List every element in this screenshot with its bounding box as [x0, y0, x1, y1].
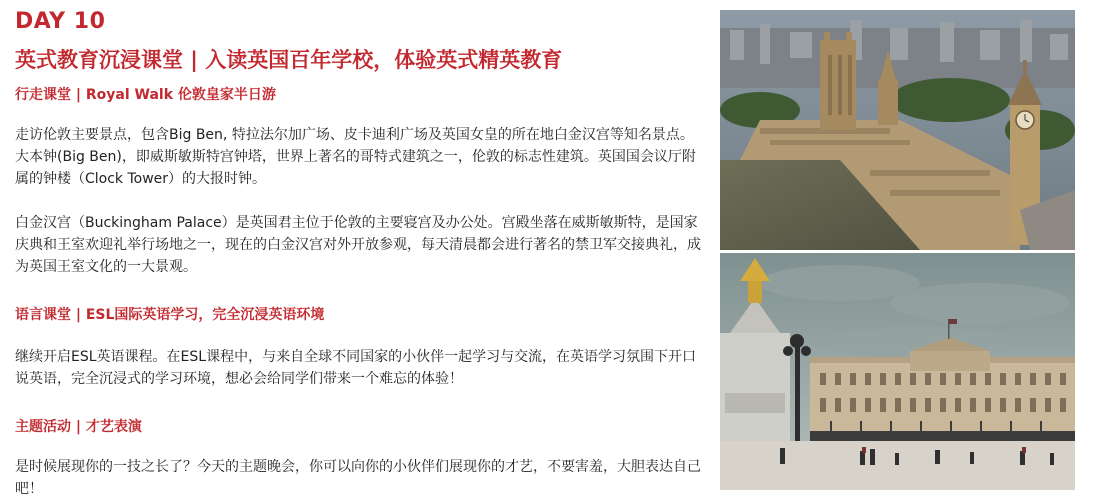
page-title: 英式教育沉浸课堂 | 入读英国百年学校，体验英式精英教育	[15, 48, 563, 72]
day-label: DAY 10	[15, 9, 106, 34]
paragraph-esl: 继续开启ESL英语课程。在ESL课程中，与来自全球不同国家的小伙伴一起学习与交流，在英语学习氛围下开口说英语，完全沉浸式的学习环境，想必会给同学们带来一个难忘的体验！	[15, 349, 697, 387]
section-heading-esl: 语言课堂 | ESL国际英语学习，完全沉浸英语环境	[15, 307, 325, 323]
section-heading-talent-show: 主题活动 | 才艺表演	[15, 419, 142, 435]
paragraph-buckingham-palace: 白金汉宫（Buckingham Palace）是英国君主位于伦敦的主要寝宫及办公处。宫殿坐落在威斯敏斯特，是国家庆典和王室欢迎礼举行场地之一，现在的白金汉宫对外开放参观，每天清晨都会进行著名的禁卫军交接典礼，成为英国王室文化的一大景观。	[15, 215, 701, 275]
westminster-photo	[720, 10, 1075, 250]
buckingham-palace-photo	[720, 253, 1075, 490]
paragraph-talent-show: 是时候展现你的一技之长了？今天的主题晚会，你可以向你的小伙伴们展现你的才艺，不要害羞，大胆表达自己吧！	[15, 459, 701, 497]
section-heading-royal-walk: 行走课堂 | Royal Walk 伦敦皇家半日游	[15, 87, 276, 103]
paragraph-big-ben: 走访伦敦主要景点，包含Big Ben, 特拉法尔加广场、皮卡迪利广场及英国女皇的所在地白金汉宫等知名景点。大本钟(Big Ben)，即威斯敏斯特宫钟塔，世界上著名的哥特式建筑之一，伦敦的标志性建筑。英国国会议厅附属的钟楼（Clock Tower）的大报时钟。	[15, 127, 696, 187]
